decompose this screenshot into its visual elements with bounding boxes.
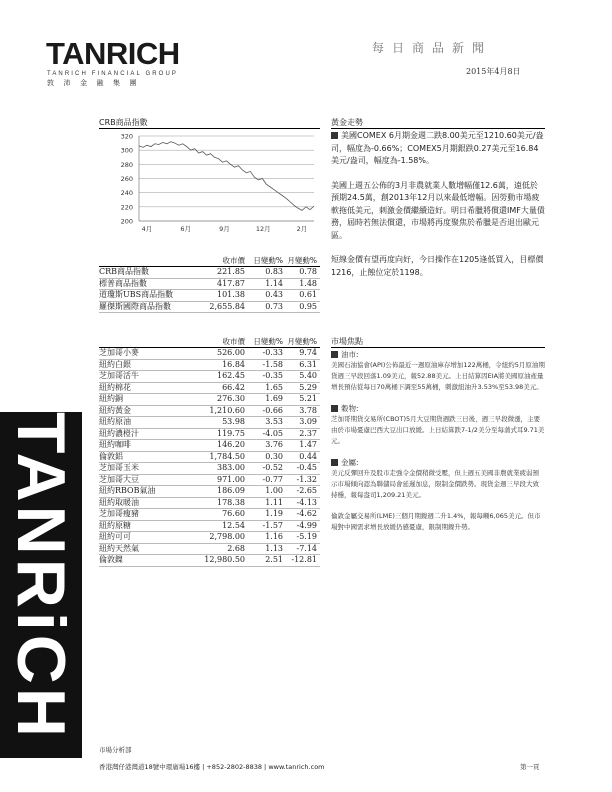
table-cell-month: -4.62 [296, 509, 317, 518]
table-cell-close: 526.00 [217, 348, 245, 357]
table-cell-name: 芝加哥小麥 [99, 348, 139, 357]
table-cell-close: 2,655.84 [209, 301, 245, 311]
table-cell-close: 162.45 [217, 371, 245, 380]
table-cell-month: 0.95 [299, 301, 317, 311]
oil-subheading: 油市: [331, 349, 545, 360]
nickel-paragraph: 倫敦金屬交易所(LME)三個月期鎳週二升1.4%，報每噸6,065美元。但市場對中國需求增長放緩仍感憂慮，限制期鎳升勢。 [331, 512, 541, 531]
table-column-header: 日變動% [253, 337, 283, 346]
table-cell-close: 2,798.00 [209, 532, 245, 541]
table-cell-day: 1.65 [265, 382, 283, 392]
table-row [99, 475, 320, 487]
table-cell-close: 76.60 [222, 509, 245, 518]
table-cell-day: 3.76 [265, 440, 283, 449]
square-bullet-icon [331, 351, 338, 358]
table-cell-day: -1.58 [262, 359, 283, 369]
table-row [99, 267, 320, 279]
table-cell-month: 3.09 [299, 417, 317, 426]
table-cell-day: 2.51 [265, 555, 283, 564]
table-row [99, 371, 320, 383]
table-cell-month: -4.13 [296, 497, 317, 507]
crb-section-heading: CRB商品指數 [99, 118, 320, 129]
table-row [99, 452, 320, 464]
table-row [99, 279, 320, 291]
document-title: 每日商品新聞 [372, 41, 493, 55]
table-cell-month: -4.99 [296, 520, 317, 530]
table-cell-month: 1.48 [299, 278, 317, 288]
vertical-brand-text: TANRiCH [3, 412, 79, 741]
table-row [99, 509, 320, 521]
table-cell-close: 1,210.60 [209, 405, 245, 415]
grain-subheading: 穀物: [331, 403, 545, 414]
market-section-heading: 市場焦點 [331, 337, 545, 348]
table-cell-day: 3.53 [265, 417, 283, 426]
table-cell-name: CRB商品指數 [99, 267, 150, 276]
table-cell-name: 紐約棉花 [99, 382, 131, 392]
table-cell-close: 53.98 [222, 417, 245, 426]
square-bullet-icon [331, 459, 338, 466]
table-cell-name: 紐約原糖 [99, 520, 131, 530]
crb-series-line [139, 142, 314, 211]
table-cell-month: 5.29 [299, 382, 317, 392]
table-cell-day: 1.13 [265, 543, 283, 553]
table-cell-name: 芝加哥瘦豬 [99, 509, 139, 518]
table-cell-close: 101.38 [217, 290, 245, 299]
metal-paragraph: 美元反彈回升及股市走強令金價稍微受壓，但上週五美國非農就業疲弱預示市場傾向認為聯儲局會延遲加息，限制金價跌勢。現貨金週三早段大致持穩，報每盎司1,209.21美元。 [331, 469, 539, 499]
company-logo-chinese: 敦沛金融集團 [47, 79, 146, 87]
y-tick-label: 260 [120, 175, 133, 183]
table-row [99, 383, 320, 395]
table-row [99, 486, 320, 498]
table-row [99, 417, 320, 429]
table-cell-close: 146.20 [217, 440, 245, 449]
table-cell-close: 417.87 [217, 278, 245, 288]
gold-paragraph-1: 美國COMEX 6月期金週二跌8.00美元至1210.60美元/盎司，幅度為-0.66%；COMEX5月期銀跌0.27美元至16.84美元/盎司，幅度為-1.58%。 [331, 131, 544, 165]
table-cell-month: 3.78 [299, 405, 317, 415]
footer-department: 市場分析部 [99, 746, 132, 754]
table-column-header: 月變動% [287, 256, 317, 265]
square-bullet-icon [331, 132, 338, 139]
y-tick-label: 200 [120, 217, 133, 226]
table-cell-close: 2.68 [227, 543, 245, 553]
table-cell-name: 紐約咖啡 [99, 440, 131, 449]
table-cell-name: 芝加哥活牛 [99, 371, 139, 380]
table-row [99, 429, 320, 441]
table-cell-close: 12,980.50 [204, 555, 245, 564]
x-tick-label: 2月 [296, 225, 308, 233]
y-tick-label: 320 [120, 132, 133, 141]
table-cell-month: 1.47 [299, 440, 317, 449]
table-row [99, 440, 320, 452]
oil-paragraph: 美國石油協會(API)公佈最近一週原油庫存增加122萬桶，令紐約5月原油期貨週三早段回落1.09美元，報52.88美元。上日結算因EIA將美國原油產量增長預估從每日70萬桶下調至55萬桶，刺激紐油升3.53%至53.98美元。 [331, 361, 545, 391]
document-date: 2015年4月8日 [466, 67, 521, 76]
market-section-body [331, 349, 545, 533]
table-cell-month: 0.61 [299, 290, 317, 299]
square-bullet-icon [331, 405, 338, 412]
table-cell-day: 0.30 [265, 451, 283, 461]
table-cell-close: 276.30 [217, 394, 245, 403]
table-cell-name: 紐約RBOB氣油 [99, 486, 156, 495]
table-cell-name: 羅傑斯國際商品指數 [99, 301, 171, 311]
table-cell-name: 紐約濃橙汁 [99, 428, 139, 438]
table-cell-month: -7.14 [296, 543, 317, 553]
x-tick-label: 12月 [255, 225, 271, 233]
table-cell-name: 紐約白銀 [99, 359, 131, 369]
table-cell-day: 0.83 [265, 267, 283, 276]
y-tick-label: 300 [120, 146, 133, 155]
company-logo-subtitle: TANRICH FINANCIAL GROUP [47, 71, 178, 77]
table-cell-month: -2.65 [296, 486, 317, 495]
table-cell-day: 1.19 [265, 509, 283, 518]
table-header-row [99, 256, 320, 267]
table-cell-day: -4.05 [262, 428, 283, 438]
table-cell-close: 1,784.50 [209, 451, 245, 461]
table-cell-day: -0.35 [262, 371, 283, 380]
table-cell-day: 1.11 [265, 497, 283, 507]
y-tick-label: 240 [120, 189, 133, 198]
table-row [99, 348, 320, 360]
table-cell-day: -0.77 [262, 474, 283, 484]
gold-paragraph-2: 美國上週五公佈的3月非農就業人數增幅僅12.6萬，遠低於預期24.5萬，創2013年12月以來最低增幅。因勞動市場疲軟拖低美元，刺激金價繼續造好。明日希臘將償還IMF大量債務，屆時若無法償還，市場將再度聚焦於希臘是否退出歐元區。 [331, 180, 545, 240]
table-cell-month: -0.45 [296, 463, 317, 472]
table-row [99, 521, 320, 533]
table-cell-name: 芝加哥大豆 [99, 474, 139, 484]
table-cell-close: 186.09 [217, 486, 245, 495]
table-cell-month: 0.78 [299, 267, 317, 276]
table-cell-close: 971.00 [217, 474, 245, 484]
commodity-table [99, 337, 320, 567]
table-header-row [99, 337, 320, 348]
table-cell-day: 0.73 [265, 301, 283, 311]
table-cell-name: 倫敦鎳 [99, 555, 123, 564]
table-cell-name: 紐約原油 [99, 417, 131, 426]
gold-section-heading: 黃金走勢 [331, 118, 545, 129]
table-cell-close: 119.75 [217, 428, 245, 438]
table-cell-day: 1.00 [265, 486, 283, 495]
table-cell-name: 標普商品指數 [99, 278, 147, 288]
table-row [99, 360, 320, 372]
table-cell-name: 倫敦鋁 [99, 451, 123, 461]
index-table [99, 256, 320, 313]
x-tick-label: 4月 [141, 225, 153, 233]
table-row [99, 498, 320, 510]
table-row [99, 463, 320, 475]
table-cell-close: 16.84 [222, 359, 245, 369]
company-logo-wordmark: TANRICH [46, 36, 180, 71]
table-column-header: 日變動% [253, 256, 283, 265]
table-cell-day: 0.43 [265, 290, 283, 299]
table-row [99, 406, 320, 418]
table-cell-close: 66.42 [222, 382, 245, 392]
table-cell-month: 5.21 [299, 394, 317, 403]
table-cell-close: 178.38 [217, 497, 245, 507]
y-tick-label: 280 [120, 160, 133, 169]
table-cell-name: 道瓊斯UBS商品指數 [99, 290, 174, 299]
table-cell-name: 紐約可可 [99, 532, 131, 541]
crb-line-chart [99, 129, 320, 237]
table-cell-month: -12.81 [291, 555, 317, 564]
table-cell-day: -0.33 [262, 348, 283, 357]
table-cell-name: 紐約銅 [99, 394, 123, 403]
table-row [99, 290, 320, 302]
table-cell-name: 紐約取暖油 [99, 497, 139, 507]
table-column-header: 收市價 [222, 256, 245, 265]
table-row [99, 394, 320, 406]
table-cell-day: 1.16 [265, 532, 283, 541]
table-cell-month: 0.44 [299, 451, 317, 461]
y-tick-label: 220 [120, 203, 133, 212]
table-cell-day: -1.57 [262, 520, 283, 530]
gold-section-body [331, 130, 545, 279]
table-column-header: 收市價 [222, 337, 245, 346]
table-row [99, 532, 320, 544]
footer-page-number: 第一頁 [520, 763, 540, 771]
gold-paragraph-3: 短線金價有望再度向好，今日操作在1205逢低買入，目標價1216，止蝕位定於1198。 [331, 255, 544, 277]
table-cell-close: 221.85 [217, 267, 245, 276]
table-cell-day: -0.52 [262, 463, 283, 472]
table-column-header: 月變動% [287, 337, 317, 346]
table-cell-month: 9.74 [299, 348, 317, 357]
table-cell-name: 芝加哥玉米 [99, 463, 139, 472]
table-cell-month: 6.31 [299, 359, 317, 369]
table-cell-month: 2.37 [299, 428, 317, 438]
table-cell-name: 紐約天然氣 [99, 543, 139, 553]
table-cell-month: 5.40 [299, 371, 317, 380]
table-cell-close: 12.54 [222, 520, 245, 530]
table-cell-month: -1.32 [296, 474, 317, 484]
table-cell-day: 1.69 [265, 394, 283, 403]
vertical-brand-band [0, 412, 82, 758]
table-cell-day: -0.66 [262, 405, 283, 415]
table-cell-day: 1.14 [265, 278, 283, 288]
table-row [99, 544, 320, 556]
grain-paragraph: 芝加哥期貨交易所(CBOT)5月大豆期貨週跌三日後，週三早段微漲，主要由於市場憂慮巴西大豆出口放緩。上日結算跌7-1/2美分至每蒲式耳9.71美元。 [331, 415, 545, 445]
x-tick-label: 9月 [219, 225, 230, 233]
metal-subheading: 金屬: [331, 457, 545, 468]
table-row [99, 555, 320, 567]
table-cell-name: 紐約黃金 [99, 405, 131, 415]
footer-address: 香港灣仔港灣道18號中環廣場16樓 | +852-2802-8838 | www.tanrich.com [99, 763, 325, 771]
table-cell-month: -5.19 [296, 532, 317, 541]
table-row [99, 302, 320, 314]
table-cell-close: 383.00 [217, 463, 245, 472]
x-tick-label: 6月 [180, 225, 192, 233]
